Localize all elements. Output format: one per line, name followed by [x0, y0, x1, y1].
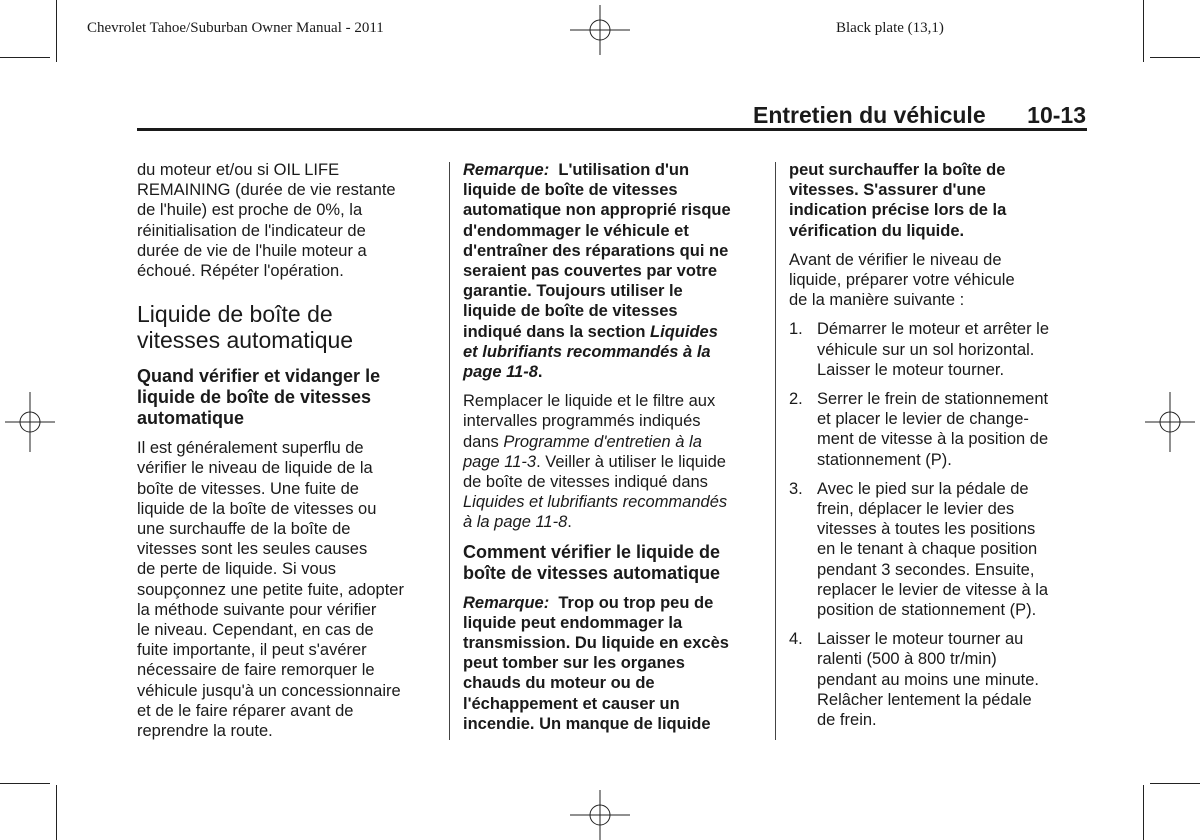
slug-right: Black plate (13,1): [836, 20, 944, 36]
column-1: [137, 160, 437, 750]
body-paragraph: Il est généralement superflu de vérifier le niveau de liquide de la boîte de vitesses. Une fuite de liquide de la boîte de vitesses ou une surchauffe de la boîte de vitesses sont les seules causes de perte de liquide. Si vous soupçonnez une petite fuite, adopter la méthode suivante pour vérifier le niveau. Cependant, en cas de fuite importante, il peut s'avérer nécessaire de faire remorquer le véhicule jusqu'à un concessionnaire et de le faire réparer avant de reprendre la route.: [137, 439, 404, 741]
column-3: [789, 160, 1089, 739]
list-item: 2. Serrer le frein de stationnement et placer le levier de change- ment de vitesse à la position de stationnement (P).: [789, 390, 1049, 469]
cross-reference-link[interactable]: page 11-3: [463, 452, 537, 471]
registration-mark-top: [570, 5, 630, 55]
cross-reference-link[interactable]: Liquides et lubrifiants recommandés: [463, 493, 728, 512]
notice-paragraph: Remarque: L'utilisation d'un liquide de boîte de vitesses automatique non approprié risque d'endommager le véhicule et d'entraîner des réparations qui ne seraient pas couvertes par votre garantie. Toujours utiliser le liquide de boîte de vitesses indiqué dans la section Liquides et lubrifiants recommandés à la page 11-8.: [463, 160, 763, 382]
notice-continuation: peut surchauffer la boîte de vitesses. S'assurer d'une indication précise lors de la vérification du liquide.: [789, 161, 1007, 240]
list-item: 4. Laisser le moteur tourner au ralenti (500 à 800 tr/min) pendant au moins une minute. Relâcher lentement la pédale de frein.: [789, 630, 1039, 730]
cross-reference-link[interactable]: Programme d'entretien à la: [503, 432, 702, 451]
registration-mark-right: [1145, 392, 1195, 452]
cross-reference-link[interactable]: page 11-8: [463, 363, 538, 382]
notice-label: Remarque:: [463, 161, 550, 179]
column-divider: [449, 162, 450, 740]
list-number: 1.: [789, 320, 803, 339]
list-item: 1. Démarrer le moteur et arrêter le véhicule sur un sol horizontal. Laisser le moteur tourner.: [789, 320, 1049, 379]
registration-mark-left: [5, 392, 55, 452]
section-header-title: Entretien du véhicule: [753, 102, 986, 128]
slug-left: Chevrolet Tahoe/Suburban Owner Manual - 2011: [87, 20, 384, 36]
column-divider: [775, 162, 776, 740]
registration-mark-bottom: [570, 790, 630, 840]
cross-reference-link[interactable]: Liquides: [650, 322, 718, 341]
list-item: 3. Avec le pied sur la pédale de frein, déplacer le levier des vitesses à toutes les positions en le tenant à chaque position pendant 3 secondes. Ensuite, replacer le levier de vitesse à la position de stationnement (P).: [789, 479, 1049, 620]
subsection-title: Quand vérifier et vidanger le liquide de boîte de vitesses automatique: [137, 366, 381, 429]
list-number: 2.: [789, 390, 803, 409]
subsection-title: Comment vérifier le liquide de boîte de vitesses automatique: [463, 541, 721, 583]
cross-reference-link[interactable]: et lubrifiants recommandés à la: [463, 342, 711, 361]
cross-reference-link[interactable]: à la page 11-8: [463, 513, 568, 532]
intro-paragraph: Avant de vérifier le niveau de liquide, préparer votre véhicule de la manière suivante :: [789, 250, 1015, 310]
list-number: 3.: [789, 479, 803, 498]
header-rule: [137, 128, 1087, 131]
section-title: Liquide de boîte de vitesses automatique: [137, 301, 354, 354]
body-paragraph: Remplacer le liquide et le filtre aux intervalles programmés indiqués dans Programme d'entretien à la page 11-3. Veiller à utiliser le liquide de boîte de vitesses indiqué dans Liquides et lubrifiants recommandés à la page 11-8.: [463, 391, 763, 532]
intro-paragraph: du moteur et/ou si OIL LIFE REMAINING (durée de vie restante de l'huile) est proche de 0%, la réinitialisation de l'indicateur de durée de vie de l'huile moteur a échoué. Répéter l'opération.: [137, 161, 396, 281]
column-2: [463, 160, 763, 743]
list-number: 4.: [789, 630, 803, 649]
page-number: 10-13: [1027, 102, 1086, 128]
notice-label: Remarque:: [463, 593, 550, 612]
notice-paragraph: Remarque: Trop ou trop peu de liquide peut endommager la transmission. Du liquide en excès peut tomber sur les organes chauds du moteur ou de l'échappement et causer un incendie. Un manque de liquide: [463, 593, 729, 733]
